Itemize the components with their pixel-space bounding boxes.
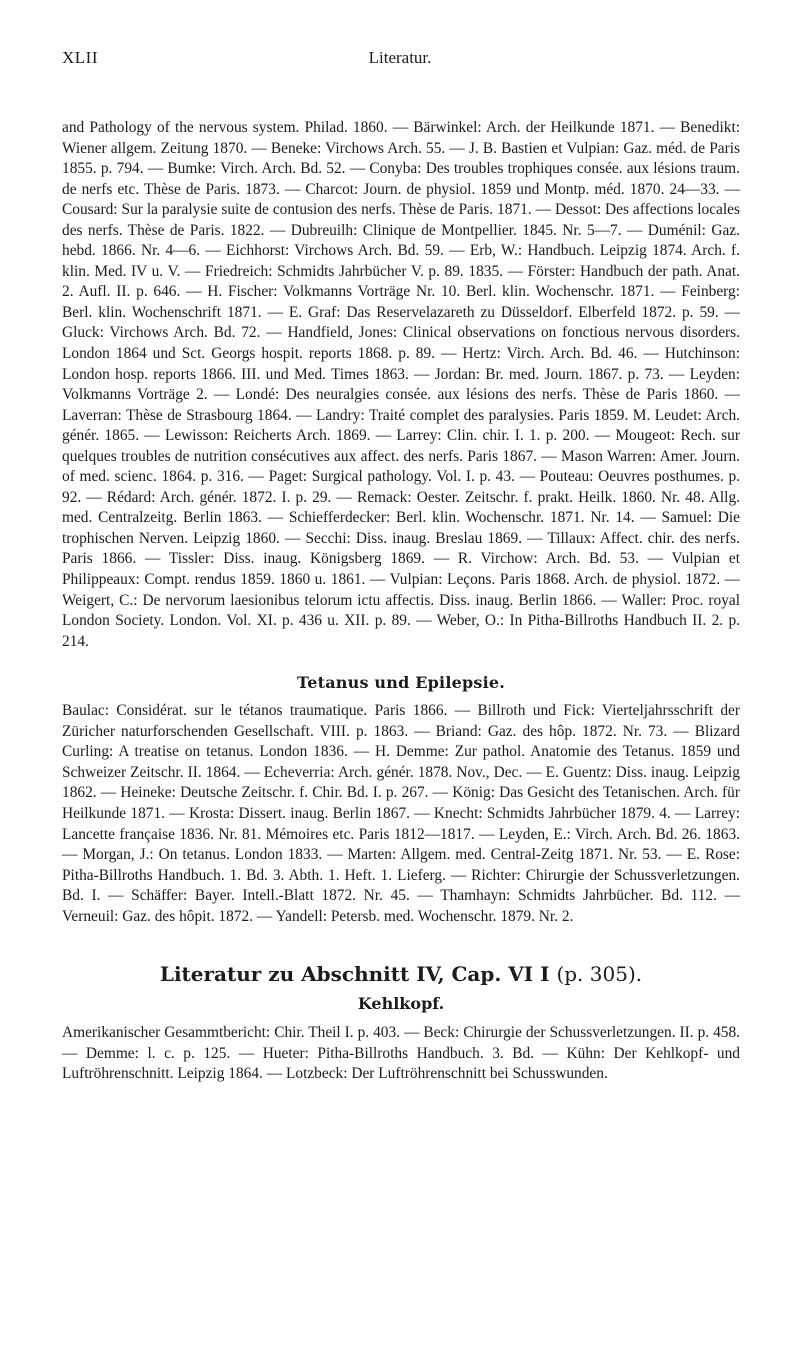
- page-header: [62, 48, 738, 80]
- nervous-system-bibliography: and Pathology of the nervous system. Philad. 1860. — Bärwinkel: Arch. der Heilkunde 1871. — Benedikt: Wiener allgem. Zeitung 1870. — Beneke: Virchows Arch. 55. — J. B. Bastien et Vulpian: Gaz. méd. de Paris 1855. p. 794. — Bumke: Virch. Arch. Bd. 52. — Conyba: Des troubles trophiques consée. aux lésions traum. de nerfs etc. Thèse de Paris. 1873. — Charcot: Journ. de physiol. 1859 und Montp. méd. 1870. 24—33. — Cousard: Sur la paralysie suite de contusion des nerfs. Thèse de Paris. 1871. — Dessot: Des affections locales des nerfs. Thèse de Paris. 1822. — Dubreuilh: Clinique de Montpellier. 1845. Nr. 5—7. — Duménil: Gaz. hebd. 1866. Nr. 4—6. — Eichhorst: Virchows Arch. Bd. 59. — Erb, W.: Handbuch. Leipzig 1874. Arch. f. klin. Med. IV u. V. — Friedreich: Schmidts Jahrbücher V. p. 89. 1835. — Förster: Handbuch der path. Anat. 2. Aufl. II. p. 646. — H. Fischer: Volkmanns Vorträge Nr. 10. Berl. klin. Wochenschr. 1871. — Feinberg: Berl. klin. Wochenschrift 1871. — E. Graf: Das Reservelazareth zu Düsseldorf. Elberfeld 1872. p. 59. — Gluck: Virchows Arch. Bd. 72. — Handfield, Jones: Clinical observations on fonctious nervous disorders. London 1864 und Sct. Georgs hospit. reports 1868. p. 89. — Hertz: Virch. Arch. Bd. 46. — Hutchinson: London hosp. reports 1866. III. und Med. Times 1863. — Jordan: Br. med. Journ. 1867. p. 73. — Leyden: Volkmanns Vorträge 2. — Londé: Des neuralgies consée. aux lésions des nerfs. Thèse de Paris 1860. — Laverran: Thèse de Strasbourg 1864. — Landry: Traité complet des paralysies. Paris 1859. M. Leudet: Arch. génér. 1865. — Lewisson: Reicherts Arch. 1869. — Larrey: Clin. chir. I. 1. p. 200. — Mougeot: Rech. sur quelques troubles de nutrition consécutives aux affect. des nerfs. Paris 1867. — Mason Warren: Amer. Journ. of med. scienc. 1864. p. 316. — Paget: Surgical pathology. Vol. I. p. 43. — Pouteau: Oeuvres posthumes. p. 92. — Rédard: Arch. génér. 1872. I. p. 29. — Remack: Oester. Zeitschr. f. prakt. Heilk. 1860. Nr. 48. Allg. med. Centralzeitg. Berlin 1863. — Schiefferdecker: Berl. klin. Wochenschr. 1871. Nr. 14. — Samuel: Die trophischen Nerven. Leipzig 1860. — Secchi: Diss. inaug. Breslau 1869. — Tillaux: Affect. chir. des nerfs. Paris 1866. — Tissler: Diss. inaug. Königsberg 1869. — R. Virchow: Arch. Bd. 53. — Vulpian et Philippeaux: Compt. rendus 1859. 1860 u. 1861. — Vulpian: Leçons. Paris 1868. Arch. de physiol. 1872. — Weigert, C.: De nervorum laesionibus telorum ictu affectis. Diss. inaug. Berlin 1866. — Waller: Proc. royal London Society. London. Vol. XI. p. 436 u. XII. p. 89. — Weber, O.: In Pitha-Billroths Handbuch II. 2. p. 214.: [62, 119, 740, 650]
- chapter-heading: [62, 927, 740, 993]
- tetanus-heading: Tetanus und Epilepsie.: [296, 673, 506, 693]
- chapter-heading-title: Literatur zu Abschnitt IV, Cap. VI I: [159, 962, 550, 987]
- chapter-heading-page-ref: (p. 305).: [556, 962, 643, 987]
- kehlkopf-heading: Kehlkopf.: [357, 994, 445, 1014]
- page-number: XLII: [62, 48, 98, 67]
- tetanus-bibliography: Baulac: Considérat. sur le tétanos traumatique. Paris 1866. — Billroth und Fick: Vierteljahrsschrift der Züricher naturforschenden Gesellschaft. VIII. p. 1863. — Briand: Gaz. des hôp. 1872. Nr. 73. — Blizard Curling: A treatise on tetanus. London 1836. — H. Demme: Zur pathol. Anatomie des Tetanus. 1859 und Schweizer Zeitschr. II. 1864. — Echeverria: Arch. génér. 1878. Nov., Dec. — E. Guentz: Diss. inaug. Leipzig 1862. — Heineke: Deutsche Zeitschr. f. Chir. Bd. I. p. 267. — König: Das Gesicht des Tetanischen. Arch. für Heilkunde 1871. — Krosta: Dissert. inaug. Berlin 1867. — Knecht: Schmidts Jahrbücher 1879. 4. — Larrey: Lancette française 1836. Nr. 81. Mémoires etc. Paris 1812—1817. — Leyden, E.: Virch. Arch. Bd. 26. 1863. — Morgan, J.: On tetanus. London 1833. — Marten: Allgem. med. Central-Zeitg 1871. Nr. 53. — E. Rose: Pitha-Billroths Handbuch. 1. Bd. 3. Abth. 1. Heft. 1. Lieferg. — Richter: Chirurgie der Schussverletzungen. Bd. I. — Schäffer: Bayer. Intell.-Blatt 1872. Nr. 45. — Thamhayn: Schmidts Jahrbücher. Bd. 112. — Verneuil: Gaz. des hôpit. 1872. — Yandell: Petersb. med. Wochenschr. 1879. Nr. 2.: [62, 702, 740, 925]
- kehlkopf-bibliography: Amerikanischer Gesammtbericht: Chir. Theil I. p. 403. — Beck: Chirurgie der Schussverletzungen. II. p. 458. — Demme: l. c. p. 125. — Hueter: Pitha-Billroths Handbuch. 3. Bd. — Kühn: Der Kehlkopf- und Luftröhrenschnitt. Leipzig 1864. — Lotzbeck: Der Luftröhrenschnitt bei Schusswunden.: [62, 1024, 740, 1083]
- running-title: Literatur.: [368, 48, 432, 67]
- page-body: [62, 118, 740, 1085]
